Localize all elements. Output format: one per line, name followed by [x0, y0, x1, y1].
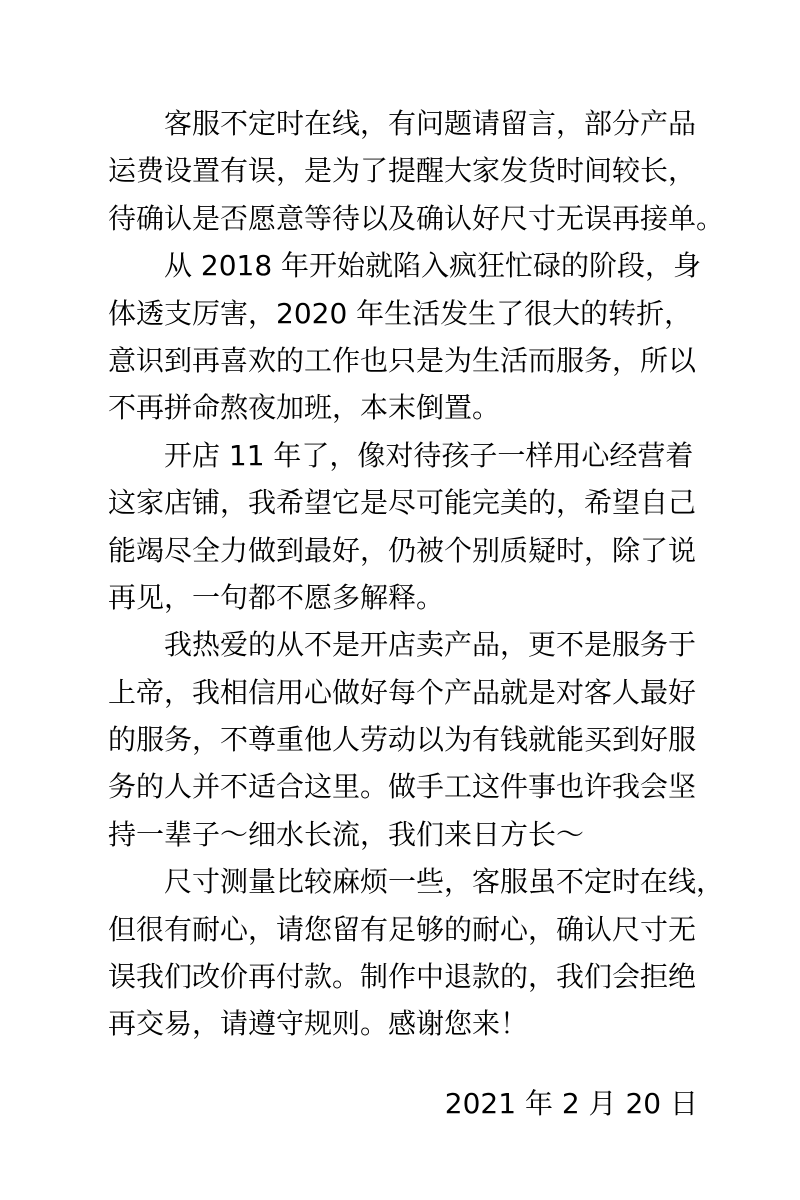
paragraph-5-line-1: 尺寸测量比较麻烦一些，客服虽不定时在线，: [164, 865, 725, 899]
signature-date: 2021 年 2 月 20 日: [444, 1087, 698, 1120]
paragraph-1-line-2: 运费设置有误，是为了提醒大家发货时间较长，: [108, 154, 697, 188]
paragraph-3-line-3: 能竭尽全力做到最好，仍被个别质疑时，除了说: [108, 533, 697, 567]
paragraph-2-line-2: 体透支厉害，2020 年生活发生了很大的转折，: [108, 296, 693, 330]
paragraph-3-line-4: 再见，一句都不愿多解释。: [108, 580, 445, 614]
paragraph-2-line-3: 意识到再喜欢的工作也只是为生活而服务，所以: [108, 343, 697, 377]
paragraph-1-line-1: 客服不定时在线，有问题请留言，部分产品: [164, 107, 697, 140]
paragraph-1-line-3: 待确认是否愿意等待以及确认好尺寸无误再接单。: [108, 201, 725, 235]
paragraph-4-line-3: 的服务，不尊重他人劳动以为有钱就能买到好服: [108, 723, 697, 757]
paragraph-4-line-2: 上帝，我相信用心做好每个产品就是对客人最好: [108, 675, 697, 709]
paragraph-5-line-4: 再交易，请遵守规则。感谢您来！: [108, 1007, 529, 1041]
paragraph-3-line-2: 这家店铺，我希望它是尽可能完美的，希望自己: [108, 486, 697, 520]
paragraph-4-line-5: 持一辈子～细水长流，我们来日方长～: [108, 817, 585, 851]
paragraph-3-line-1: 开店 11 年了，像对待孩子一样用心经营着: [164, 438, 694, 472]
paragraph-4-line-4: 务的人并不适合这里。做手工这件事也许我会坚: [108, 770, 697, 804]
paragraph-2-line-1: 从 2018 年开始就陷入疯狂忙碌的阶段，身: [164, 249, 702, 283]
paragraph-2-line-4: 不再拼命熬夜加班，本末倒置。: [108, 391, 501, 425]
paragraph-5-line-3: 误我们改价再付款。制作中退款的，我们会拒绝: [108, 960, 697, 994]
paragraph-5-line-2: 但很有耐心，请您留有足够的耐心，确认尺寸无: [108, 912, 697, 946]
paragraph-4-line-1: 我热爱的从不是开店卖产品，更不是服务于: [164, 628, 697, 662]
notice-body: [108, 100, 725, 1048]
